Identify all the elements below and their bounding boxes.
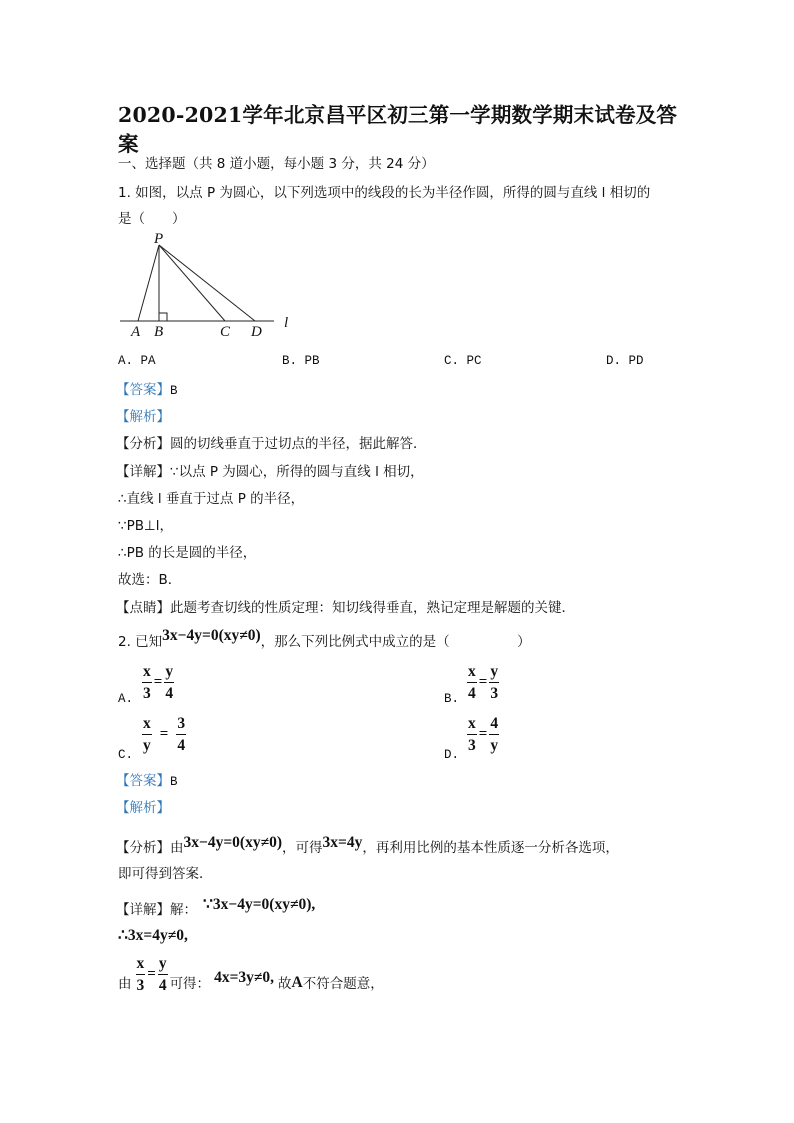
option-key: C. <box>444 354 460 368</box>
q2-stem-suffix: ，那么下列比例式中成立的是（ ） <box>260 634 531 650</box>
q1-xiangjie-line3: ∵PB⊥l， <box>118 518 174 534</box>
q2-last-fraction: $\frac{x}{3}$ = $\frac{y}{4}$ <box>136 955 167 994</box>
q2-option-c-key: C. <box>118 748 134 762</box>
segment-pa <box>138 245 159 321</box>
dianjing-label: 【点睛】 <box>116 600 170 616</box>
fenxi-equation-2: 3x=4y <box>322 834 363 851</box>
option-text: PB <box>304 354 320 368</box>
q2-option-d-expression: $\frac{x}{3}$ = $\frac{4}{y}$ <box>468 715 499 754</box>
q1-option-a <box>118 354 156 368</box>
option-text: PA <box>140 354 156 368</box>
document-title-line1: 2020-2021学年北京昌平区初三第一学期数学期末试卷及答 <box>118 103 678 127</box>
q2-option-b-expression: $\frac{x}{4}$ = $\frac{y}{3}$ <box>468 663 499 702</box>
q1-stem-line1: 1. 如图，以点 P 为圆心，以下列选项中的线段的长为半径作圆，所得的圆与直线 l 相切的 <box>118 185 651 201</box>
q1-stem-line2: 是（ ） <box>118 211 186 227</box>
q2-analysis-label: 【解析】 <box>116 800 170 816</box>
q2-option-b-key: B. <box>444 692 460 706</box>
segment-pd <box>159 245 255 321</box>
xiangjie-text: ∵以点 P 为圆心，所得的圆与直线 l 相切， <box>170 464 424 480</box>
q2-option-d-key: D. <box>444 748 460 762</box>
q1-option-c <box>444 354 482 368</box>
fraction: $\frac{x}{3}$ <box>143 663 151 702</box>
answer-label: 【答案】 <box>116 382 170 398</box>
option-text: PD <box>628 354 644 368</box>
fenxi-label: 【分析】 <box>116 840 170 856</box>
fenxi-label: 【分析】 <box>116 436 170 452</box>
fraction: $\frac{4}{y}$ <box>490 715 499 754</box>
segment-pc <box>159 245 225 321</box>
q2-option-c-expression: $\frac{x}{y}$ = $\frac{3}{4}$ <box>143 715 186 754</box>
q2-xiangjie-line2: ∴3x=4y≠0, <box>118 927 188 944</box>
option-key: A. <box>118 354 134 368</box>
label-a: A <box>131 324 141 340</box>
q2-xiangjie-line3: 由 $\frac{x}{3}$ = $\frac{y}{4}$ 可得： 4x=3y≠0, 故 A 不符合题意， <box>118 955 384 994</box>
q2-option-a-key: A. <box>118 692 134 706</box>
fenxi-text: 圆的切线垂直于过切点的半径，据此解答． <box>170 436 427 452</box>
label-b: B <box>154 324 164 340</box>
option-key: D. <box>606 354 622 368</box>
xiangjie-label: 【详解】 <box>116 902 170 918</box>
q1-xiangjie-line2: ∴直线 l 垂直于过点 P 的半径， <box>118 491 305 507</box>
label-c: C <box>220 324 231 340</box>
q1-answer <box>116 378 178 398</box>
q2-stem <box>118 627 531 651</box>
q2-stem-equation: 3x−4y=0(xy≠0) <box>162 627 261 644</box>
right-angle-mark <box>159 313 167 321</box>
answer-label: 【答案】 <box>116 773 170 789</box>
fraction: $\frac{y}{4}$ <box>165 663 174 702</box>
label-d: D <box>251 324 262 340</box>
answer-value: B <box>170 384 178 398</box>
q2-xiangjie-line1: 【详解】解： ∵3x−4y=0(xy≠0), <box>116 896 316 918</box>
q1-xiangjie-line5: 故选：B． <box>118 572 182 588</box>
xiangjie-equation: ∵3x−4y=0(xy≠0), <box>203 896 316 913</box>
q1-geometry-figure <box>116 230 306 342</box>
dianjing-text: 此题考查切线的性质定理：知切线得垂直，熟记定理是解题的关键． <box>170 600 575 616</box>
q1-option-d <box>606 354 644 368</box>
q1-fenxi <box>116 432 427 452</box>
option-text: PC <box>466 354 482 368</box>
option-key: B. <box>282 354 298 368</box>
q2-fenxi-line2: 即可得到答案． <box>118 866 213 882</box>
fraction: $\frac{3}{4}$ <box>177 715 186 754</box>
q1-analysis-label: 【解析】 <box>116 409 170 425</box>
xiangjie-label: 【详解】 <box>116 464 170 480</box>
q2-last-equation: 4x=3y≠0, <box>214 969 275 986</box>
q1-xiangjie-line1 <box>116 460 424 480</box>
fenxi-equation: 3x−4y=0(xy≠0) <box>183 834 282 851</box>
label-l: l <box>284 315 289 331</box>
document-title-line2: 案 <box>118 132 139 156</box>
q2-stem-prefix: 2. 已知 <box>118 634 163 650</box>
q1-option-b <box>282 354 320 368</box>
q2-fenxi-line1: 【分析】由3x−4y=0(xy≠0)，可得3x=4y，再利用比例的基本性质逐一分析各选项， <box>116 834 619 856</box>
fraction: $\frac{x}{4}$ <box>468 663 476 702</box>
q1-dianjing <box>116 596 575 616</box>
q2-option-a-expression: $\frac{x}{3}$ = $\frac{y}{4}$ <box>143 663 174 702</box>
label-p: P <box>154 231 164 247</box>
answer-value: B <box>170 775 178 789</box>
q1-xiangjie-line4: ∴PB 的长是圆的半径， <box>118 545 257 561</box>
q2-answer <box>116 769 178 789</box>
section-heading: 一、选择题（共 8 道小题，每小题 3 分，共 24 分） <box>118 156 435 172</box>
fraction: $\frac{y}{3}$ <box>490 663 499 702</box>
fraction: $\frac{x}{y}$ <box>143 715 151 754</box>
fraction: $\frac{x}{3}$ <box>468 715 476 754</box>
